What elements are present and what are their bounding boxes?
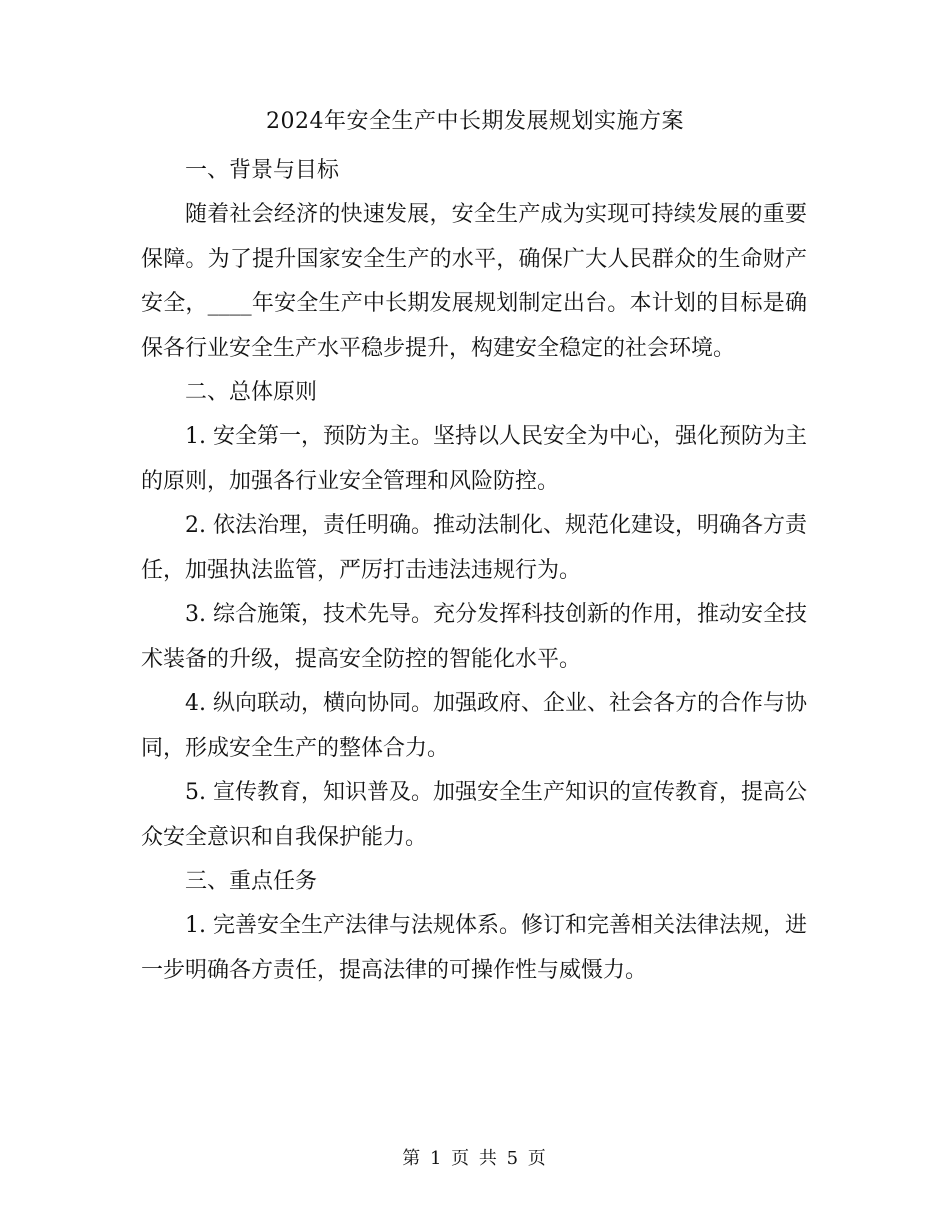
- section-heading-tasks: 三、重点任务: [185, 869, 318, 894]
- principle-item-2: 2. 依法治理，责任明确。推动法制化、规范化建设，明确各方责任，加强执法监管，严厉打击违法违规行为。: [141, 513, 807, 583]
- principle-item-3: 3. 综合施策，技术先导。充分发挥科技创新的作用，推动安全技术装备的升级，提高安全防控的智能化水平。: [141, 602, 807, 672]
- section-heading-background: 一、背景与目标: [185, 158, 340, 183]
- page-number-footer: 第 1 页 共 5 页: [402, 1148, 548, 1169]
- document-title: 2024年安全生产中长期发展规划实施方案: [266, 109, 684, 134]
- principle-item-4: 4. 纵向联动，横向协同。加强政府、企业、社会各方的合作与协同，形成安全生产的整体合力。: [141, 691, 807, 761]
- principle-item-1: 1. 安全第一，预防为主。坚持以人民安全为中心，强化预防为主的原则，加强各行业安全管理和风险防控。: [141, 424, 807, 494]
- paragraph-background: 随着社会经济的快速发展，安全生产成为实现可持续发展的重要保障。为了提升国家安全生产的水平，确保广大人民群众的生命财产安全，____年安全生产中长期发展规划制定出台。本计划的目标是确保各行业安全生产水平稳步提升，构建安全稳定的社会环境。: [141, 202, 807, 361]
- task-item-1: 1. 完善安全生产法律与法规体系。修订和完善相关法律法规，进一步明确各方责任，提高法律的可操作性与威慑力。: [141, 913, 807, 983]
- section-heading-principles: 二、总体原则: [185, 380, 318, 405]
- principle-item-5: 5. 宣传教育，知识普及。加强安全生产知识的宣传教育，提高公众安全意识和自我保护能力。: [141, 780, 807, 850]
- document-body: [141, 149, 807, 993]
